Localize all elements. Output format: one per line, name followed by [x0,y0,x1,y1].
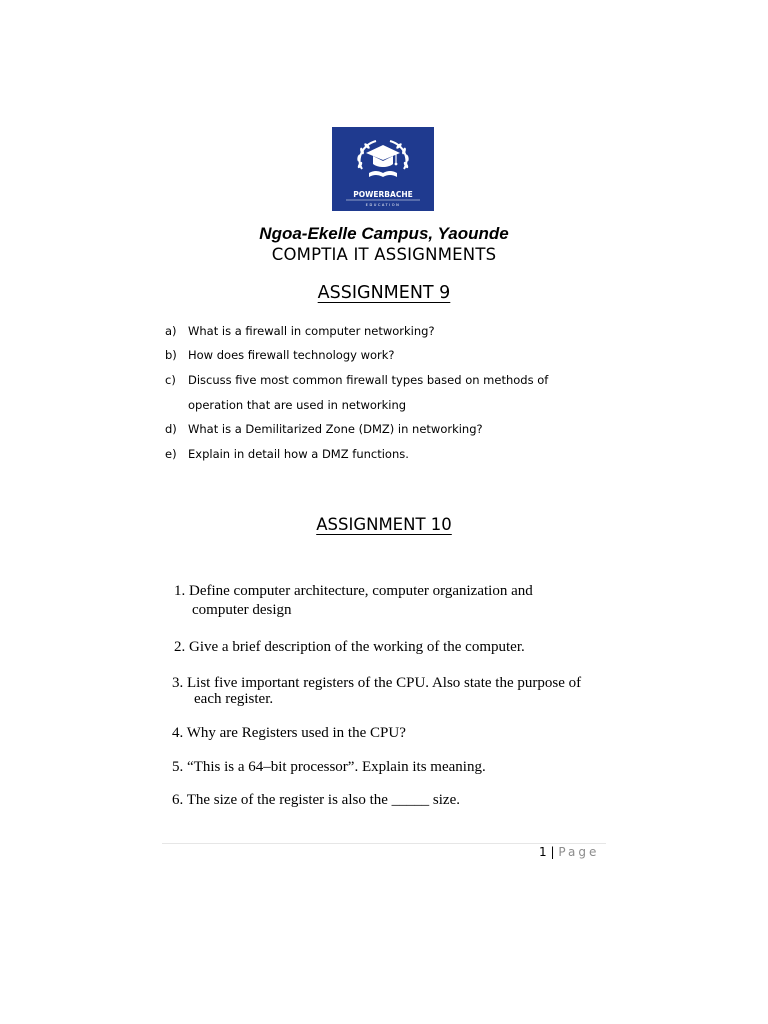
item-label: e) [165,447,177,461]
page-label: Page [558,845,600,859]
page-number [539,845,599,859]
course-title: COMPTIA IT ASSIGNMENTS [271,245,497,264]
numbered-item: 1. Define computer architecture, computer organization and [174,583,533,599]
campus-title: Ngoa-Ekelle Campus, Yaounde [259,224,509,243]
numbered-item: 6. The size of the register is also the _____ size. [172,792,460,808]
graduation-cap-laurel-icon [332,127,434,211]
item-label: c) [165,373,176,387]
numbered-item: 3. List five important registers of the CPU. Also state the purpose of [172,675,582,691]
numbered-item-continuation: each register. [194,691,274,707]
item-text: What is a firewall in computer networking? [188,324,435,338]
assignment-9-heading: ASSIGNMENT 9 [317,283,451,303]
page-number-value: 1 [539,845,547,859]
item-text: How does firewall technology work? [188,348,395,362]
item-label: a) [165,324,177,338]
item-text: operation that are used in networking [188,398,407,412]
logo-name: POWERBACHE [353,190,413,199]
item-text: Discuss five most common firewall types based on methods of [188,373,549,387]
numbered-item: 5. “This is a 64–bit processor”. Explain its meaning. [172,759,486,775]
school-logo [332,127,434,211]
item-label: d) [165,422,177,436]
item-label: b) [165,348,177,362]
logo-sub: EDUCATION [365,203,401,207]
item-text: Explain in detail how a DMZ functions. [188,447,409,461]
numbered-item: 4. Why are Registers used in the CPU? [172,725,406,741]
item-text: What is a Demilitarized Zone (DMZ) in networking? [188,422,483,436]
page-number-separator: | [550,845,555,859]
numbered-item: 2. Give a brief description of the working of the computer. [174,639,525,655]
assignment-10-heading: ASSIGNMENT 10 [316,515,452,534]
footer-divider [162,843,606,844]
numbered-item-continuation: computer design [192,602,292,618]
